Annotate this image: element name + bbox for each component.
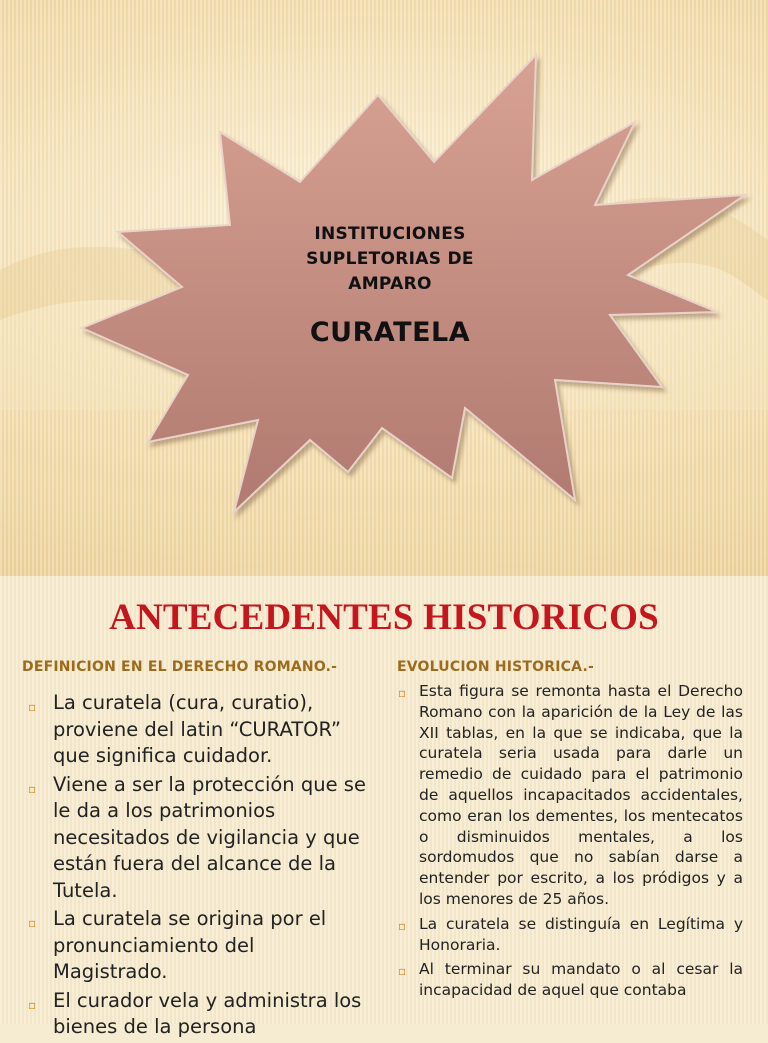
- bullet-text: La curatela (cura, curatio), proviene del latin “CURATOR” que significa cuidador.: [53, 691, 341, 767]
- right-bullet-list: [397, 681, 743, 1005]
- bullet-text: Al terminar su mandato o al cesar la incapacidad de aquel que contaba: [419, 960, 743, 1000]
- bullet-icon: ▫: [398, 686, 407, 700]
- list-item: [28, 690, 374, 770]
- left-bullet-list: [28, 690, 374, 1043]
- slide-main-title: CURATELA: [309, 317, 471, 348]
- list-item: [397, 681, 743, 910]
- list-item: [397, 959, 743, 1001]
- bullet-text: Esta figura se remonta hasta el Derecho Romano con la aparición de la Ley de las XII tablas, en la que se indicaba, que la curatela seria usada para darle un remedio de cuidado para el patrimonio de aquellos incapacitados accidentales, como eran los dementes, los mentecatos o disminuidos mentales, a los sordomudos que no sabían darse a entender por escrito, a los pródigos y a los menores de 25 años.: [419, 682, 743, 908]
- list-item: [28, 906, 374, 986]
- right-column-heading: EVOLUCION HISTORICA.-: [397, 659, 594, 675]
- bullet-text: El curador vela y administra los bienes de la persona: [53, 988, 362, 1038]
- slide-subtitle: INSTITUCIONES SUPLETORIAS DE AMPARO: [306, 224, 474, 294]
- starburst-text: [270, 222, 510, 348]
- left-column-heading: DEFINICION EN EL DERECHO ROMANO.-: [22, 659, 338, 675]
- slide-title: ANTECEDENTES HISTORICOS: [109, 597, 659, 638]
- bullet-icon: ▫: [398, 918, 407, 933]
- list-item: [28, 772, 374, 905]
- list-item: [397, 914, 743, 956]
- bullet-text: La curatela se origina por el pronunciamiento del Magistrado.: [53, 907, 327, 983]
- bullet-text: Viene a ser la protección que se le da a los patrimonios necesitados de vigilancia y que están fuera del alcance de la Tutela.: [53, 772, 366, 902]
- bullet-icon: ▫: [28, 781, 37, 796]
- bullet-icon: ▫: [28, 916, 37, 930]
- bullet-icon: ▫: [398, 964, 407, 979]
- content-slide: [0, 576, 768, 1038]
- bullet-icon: ▫: [28, 997, 37, 1012]
- bullet-icon: ▫: [28, 700, 37, 714]
- bullet-text: La curatela se distinguía en Legítima y Honoraria.: [419, 914, 743, 954]
- list-item: [28, 988, 374, 1041]
